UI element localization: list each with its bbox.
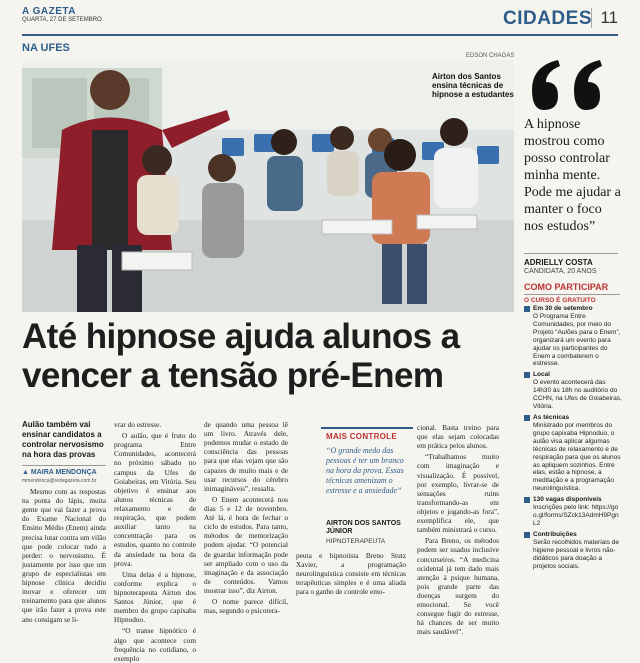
sidebar-item-body: Ministrado por membros do grupo capixaba Hipnoduo, o aulão visa aplicar algumas técnicas de relaxamento e de respiração para que os alunos as apliquem sozinhos. Entre elas, estão a hipnose, a meditação e a programação neurolinguística. [533, 421, 621, 493]
article-paragraph: O Enem acontecerá nos dias 5 e 12 de novembro. Até lá, é hora de fechar o ciclo de estudos. Para tanto, métodos de memorização podem ajudar. “O potencial de guardar informação pode ser ampliado com o uso da imaginação e da associação de conteúdos. Vamos mostrar isso”, diz Airton. [204, 494, 288, 595]
section-title: CIDADES [502, 8, 592, 29]
sidebar-item-heading: Contribuições [524, 531, 622, 539]
sidebar-item-body: O Programa Entre Comunidades, por meio do Projeto “Aulões para o Enem”, organizará um evento para ajudar os participantes do Enem a combaterem o estresse. [533, 312, 621, 368]
article-paragraph: cional. Basta treino para que elas sejam colocadas em prática pelos alunos. [417, 423, 499, 451]
quote-icon [528, 58, 618, 118]
square-bullet-icon [524, 532, 530, 538]
square-bullet-icon [524, 497, 530, 503]
article-paragraph: O aulão, que é fruto do programa Entre Comunidades, acontecerá no próximo sábado no campus da Ufes de Goiabeiras, em Vitória. Seu objetivo é ensinar aos alunos técnicas de relaxamento e de respiração, que podem auxiliar tanto na concentração para os estudos, quanto no controle da ansiedade na hora da prova. [114, 431, 196, 568]
article-kicker: NA UFES [22, 42, 70, 54]
article-paragraph: Uma delas é a hipnose, conforme explica o hipnoterapeuta Airton dos Santos Júnior, que é membro do grupo capixaba Hipnoduo. [114, 569, 196, 625]
quote-divider [524, 253, 618, 254]
byline-name: MAIRA MENDONÇA [30, 469, 97, 476]
article-column-3 [204, 420, 288, 619]
sidebar-item-heading: 130 vagas disponíveis [524, 496, 622, 504]
sidebar-item-heading: As técnicas [524, 414, 622, 422]
article-paragraph: vrar do estresse. [114, 420, 162, 429]
header-rule [22, 34, 618, 36]
article-paragraph: peuta e hipnotista Breno Stutz Xavier, a programação neurolinguística consiste em técnicas terapêuticas simples e é uma aliada para o ganho de controle emo- [296, 551, 406, 597]
article-paragraph: “O transe hipnótico é algo que acontece com frequência no cotidiano, o exemplo [114, 626, 196, 663]
sidebar-item [524, 371, 622, 411]
byline: ▲ MAIRA MENDONÇA [22, 469, 97, 476]
photo-credit: EDSON CHAGAS [466, 53, 515, 59]
sidebar-title: COMO PARTICIPAR [524, 282, 620, 295]
sidebar-how-to-participate [524, 297, 622, 574]
square-bullet-icon [524, 372, 530, 378]
photo-caption: Airton dos Santos ensina técnicas de hipnose a estudantes [432, 72, 514, 100]
sidebar-item [524, 297, 622, 368]
sidebar-item-heading: Em 30 de setembro [524, 305, 622, 313]
sidebar-item-body: Inscrições pelo link: https://goo.gl/forms/SZck13AdmH9PgnL2 [533, 504, 619, 527]
sidebar-item-body: O evento acontecerá das 14h30 às 18h no auditório do CCHN, na Ufes de Goiabeiras, Vitória. [533, 379, 622, 411]
sidebar-item [524, 496, 622, 528]
article-paragraph: O nome parece difícil, mas, segundo o psicotera- [204, 597, 288, 616]
newspaper-name: A GAZETA [22, 6, 76, 17]
page-number: 11 [591, 8, 618, 28]
article-column-2 [114, 420, 196, 663]
article-paragraph: Mesmo com as respostas na ponta do lápis, muita gente que vai fazer a prova do Exame Nacional do Ensino Médio (Enem) ainda precisa lutar contra um vilão que pode colocar tudo a perder: o nervosismo. É justamente por isso que um grupo de especialistas em hipnose clínica decidiu inovar e oferecer um treinamento para que alunos que irão fazer a prova este ano consigam se li- [22, 487, 106, 624]
article-paragraph: de quando uma pessoa lê um livro. Através dele, podemos mudar o estado de consciência das pessoas para que elas vejam que são capazes de muito mais e de usar recursos do cérebro inimagináveis”, ressalta. [204, 420, 288, 493]
article-column-5 [417, 423, 499, 637]
sidebar-item-body: Serão recolhidos materiais de higiene pessoal e livros não-didáticos para doação a projetos sociais. [533, 538, 619, 570]
quote-author: ADRIELLY COSTA [524, 258, 593, 267]
mais-controle-author: AIRTON DOS SANTOS JÚNIOR [326, 520, 401, 536]
square-bullet-icon [524, 306, 530, 312]
mais-controle-role: HIPNOTERAPEUTA [326, 538, 386, 545]
square-bullet-icon [524, 415, 530, 421]
article-column-1 [22, 487, 106, 624]
sidebar-item [524, 531, 622, 571]
article-paragraph: Para Breno, os métodos podem ser usados inclusive concurseiros. “A medicina ocidental já tem dado mais atenção à psique humana, pois grande parte das doenças surgem do emocional. Se você consegue fugir do estresse, há chances de ser muito mais saudável”. [417, 536, 499, 637]
sidebar-item-kicker: O CURSO É GRATUITO [524, 297, 596, 304]
sidebar-item [524, 414, 622, 493]
quote-author-role: CANDIDATA, 20 ANOS [524, 268, 597, 275]
sidebar-item-heading: Local [524, 371, 622, 379]
mais-controle-title: MAIS CONTROLE [326, 432, 398, 441]
byline-email: mmendonca@redegazeta.com.br [22, 478, 97, 484]
article-paragraph: “Trabalhamos muito com imaginação e visualização. É possível, por exemplo, livrar-se de sensações ruins transformando-as em objetos e jogando-as fora”, exemplifica ele, que também ministrará o curso. [417, 452, 499, 535]
mais-controle-quote: “O grande medo das pessoas é ter um branco na hora da prova. Essas técnicas amenizam o estresse e a ansiedade” [326, 446, 404, 495]
issue-date: QUARTA, 27 DE SETEMBRO [22, 17, 102, 23]
pull-quote: A hipnose mostrou como posso controlar minha mente. Pode me ajudar a manter o foco nos estudos” [524, 117, 621, 235]
lede: Aulão também vai ensinar candidatos a controlar nervosismo na hora das provas [22, 420, 104, 459]
byline-divider [22, 465, 106, 466]
headline: Até hipnose ajuda alunos a vencer a tensão pré-Enem [22, 317, 460, 395]
